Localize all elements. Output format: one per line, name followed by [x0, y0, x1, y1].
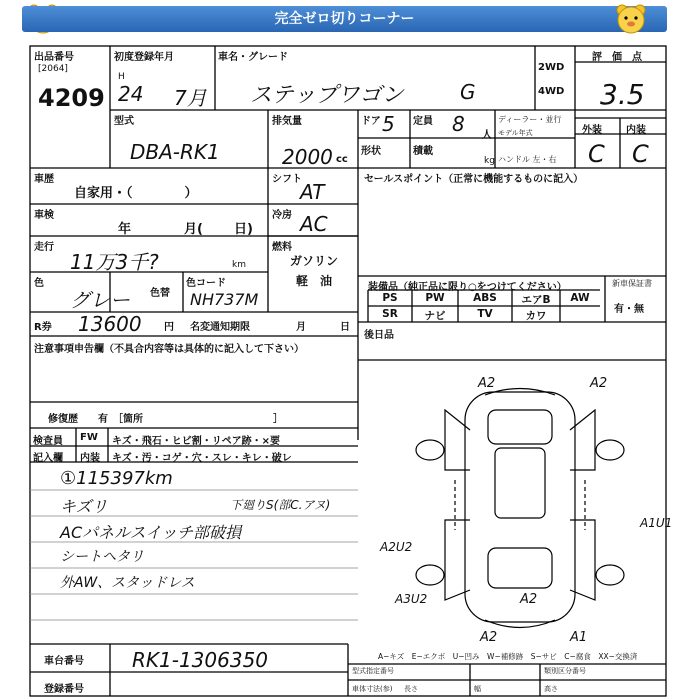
recycle-month: 月	[296, 322, 306, 333]
history-label: 車歴	[34, 174, 54, 185]
fuel-gasoline: ガソリン	[290, 254, 339, 268]
repair-label: 修復歴 有 ［箇所 ］	[48, 414, 283, 425]
equip-sr: SR	[382, 308, 398, 320]
equip-tv: TV	[477, 308, 493, 320]
damage-mark-8: A1	[570, 630, 588, 645]
fuel-label: 燃料	[272, 242, 292, 253]
damage-mark-2: A2	[590, 376, 608, 391]
sales-points-label: セールスポイント（正常に機能するものに記入）	[364, 174, 584, 185]
displacement-value: 2000	[282, 145, 333, 169]
aircon-value: AC	[300, 212, 328, 236]
model-value: DBA-RK1	[130, 140, 220, 164]
note-1: ①115397km	[60, 468, 173, 489]
marks-interior: 内装	[80, 453, 100, 464]
note-5: 外AW、スタッドレス	[60, 575, 195, 591]
recycle-unit: 円	[164, 322, 174, 333]
inspection-year: 年	[118, 222, 132, 237]
marks-label: 記入欄	[33, 453, 63, 464]
color-label: 色	[34, 278, 44, 289]
post-fit-label: 後日品	[364, 330, 394, 341]
recycle-deadline: 名変通知期限	[190, 322, 250, 333]
equip-aw: AW	[570, 292, 590, 304]
name-value: ステップワゴン	[250, 83, 404, 108]
equip-abs: ABS	[473, 292, 497, 304]
displacement-label: 排気量	[272, 116, 302, 127]
history-value: 自家用・（ ）	[74, 186, 198, 201]
classification-label: 類別区分番号	[544, 667, 586, 675]
drive-2wd: 2WD	[538, 62, 565, 73]
equip-navi: ナビ	[424, 310, 446, 322]
name-grade: G	[460, 80, 476, 104]
damage-mark-3: A1U1	[640, 516, 673, 530]
damage-mark-6: A2	[520, 592, 538, 607]
note-extra: 下廻りS(部C.アヌ)	[230, 498, 331, 512]
interior-value: C	[632, 140, 649, 168]
score-label: 評 価 点	[592, 52, 642, 63]
dimension-label: 車体寸法(参)	[352, 685, 393, 693]
color-value: グレー	[70, 288, 130, 312]
reg-number-label: 登録番号	[44, 684, 84, 695]
doors-value: 5	[382, 112, 395, 136]
recycle-label: R券	[34, 322, 52, 333]
doors-label: ドア	[361, 116, 381, 127]
inspection-day: 日)	[234, 222, 253, 237]
capacity-label: 定員	[413, 116, 433, 127]
note-3: ACパネルスイッチ部破損	[60, 523, 241, 542]
damage-mark-4: A2U2	[380, 540, 413, 554]
first-reg-era: H	[118, 72, 125, 82]
name-label: 車名・グレード	[218, 52, 288, 63]
first-reg-label: 初度登録年月	[114, 52, 174, 63]
recycle-value: 13600	[78, 312, 142, 336]
equip-pw: PW	[425, 292, 445, 304]
drive-4wd: 4WD	[538, 86, 565, 97]
load-label: 積載	[413, 146, 433, 157]
capacity-value: 8	[452, 112, 465, 136]
lot-sub: [2064]	[38, 64, 68, 74]
color-change-label: 色替	[150, 288, 170, 299]
color-code-label: 色コード	[186, 278, 226, 289]
type-designation-label: 型式指定番号	[352, 667, 394, 675]
note-2: キズリ	[60, 497, 108, 516]
dealer-handle: ハンドル 左・右	[498, 155, 557, 164]
inspector-fw: FW	[80, 432, 98, 443]
fuel-diesel: 軽 油	[296, 274, 333, 288]
warranty-value: 有・無	[614, 304, 644, 315]
inspector-label: 検査員	[33, 436, 63, 447]
damage-mark-1: A2	[478, 376, 496, 391]
displacement-unit: cc	[336, 154, 348, 165]
shift-label: シフト	[272, 174, 302, 185]
inspector-marks: キズ・飛石・ヒビ割・リペア跡・×要	[112, 436, 280, 447]
body-shape-label: 形状	[361, 146, 381, 157]
color-code: NH737M	[190, 290, 259, 309]
shift-value: AT	[300, 180, 325, 204]
marks-items: キズ・汚・コゲ・穴・スレ・キレ・破レ	[112, 453, 292, 464]
recycle-day: 日	[340, 322, 350, 333]
inspection-label: 車検	[34, 210, 54, 221]
exterior-value: C	[588, 140, 605, 168]
exterior-label: 外装	[582, 125, 602, 136]
lot-number: 4209	[38, 84, 105, 112]
chassis-value: RK1-1306350	[132, 648, 269, 672]
damage-legend: A−キズ E−エクボ U−凹み W−補修跡 S−サビ C−腐食 XX−交換済	[378, 652, 638, 661]
first-reg-year: 24	[118, 82, 144, 106]
damage-mark-7: A2	[480, 630, 498, 645]
dealer-model-year: モデル年式	[498, 129, 533, 137]
first-reg-month: 7月	[174, 86, 207, 110]
capacity-unit: 人	[482, 130, 492, 141]
equip-airbag: エアB	[521, 294, 551, 306]
equip-ps: PS	[382, 292, 398, 304]
inspection-month: 月(	[184, 222, 203, 237]
model-label: 型式	[114, 116, 134, 127]
mileage-value: 11万3千?	[70, 250, 159, 274]
damage-mark-5: A3U2	[395, 592, 428, 606]
warranty-label: 新車保証書	[612, 279, 652, 288]
mileage-unit: km	[232, 260, 246, 270]
lot-label: 出品番号	[34, 52, 74, 63]
chassis-label: 車台番号	[44, 656, 84, 667]
mileage-label: 走行	[34, 242, 54, 253]
load-unit: kg	[484, 156, 495, 166]
aircon-label: 冷房	[272, 210, 292, 221]
equip-leather: カワ	[525, 310, 547, 322]
notes-label: 注意事項申告欄（不具合内容等は具体的に記入して下さい）	[34, 344, 304, 355]
width-label: 幅	[474, 685, 481, 693]
page-title: 完全ゼロ切りコーナー	[22, 6, 667, 32]
height-label: 高さ	[544, 685, 558, 693]
length-label: 長さ	[404, 685, 418, 693]
note-4: シートヘタリ	[60, 549, 144, 565]
score-value: 3.5	[600, 78, 645, 111]
dealer-label: ディーラー・並行	[498, 115, 562, 124]
interior-label: 内装	[626, 125, 646, 136]
equipment-label: 装備品（純正品に限り○をつけてください）	[368, 282, 567, 293]
